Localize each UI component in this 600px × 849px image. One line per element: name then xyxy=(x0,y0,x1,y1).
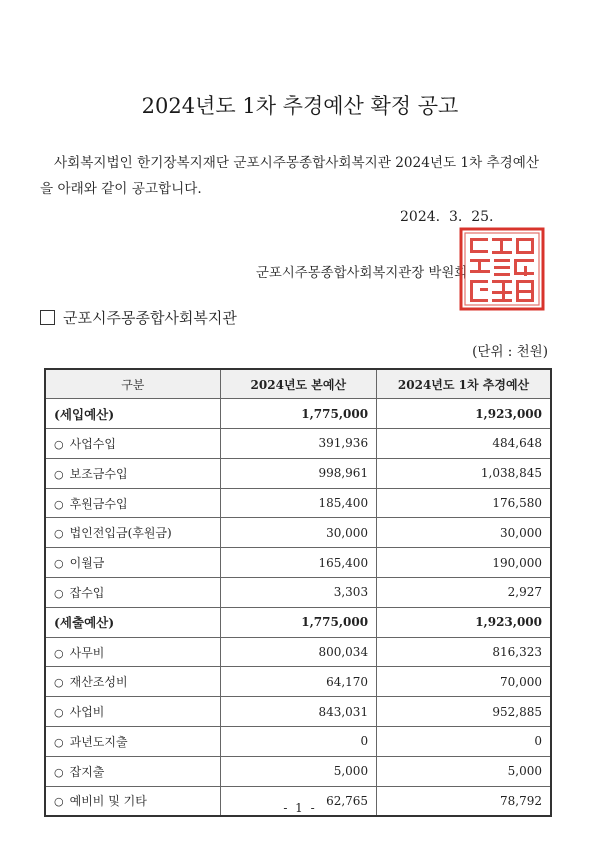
table-row xyxy=(45,458,551,488)
row-label: 예비비 및 기타 xyxy=(69,794,147,809)
circle-bullet-icon: ○ xyxy=(54,765,64,779)
circle-bullet-icon: ○ xyxy=(54,676,64,690)
header-revised-budget: 2024년도 1차 추경예산 xyxy=(377,369,551,399)
row-revised-budget: 190,000 xyxy=(377,548,551,578)
row-label: 사무비 xyxy=(69,645,105,660)
table-row xyxy=(45,756,551,786)
table-row xyxy=(45,429,551,459)
row-revised-budget: 176,580 xyxy=(377,488,551,518)
row-base-budget: 165,400 xyxy=(220,548,377,578)
document-title: 2024년도 1차 추경예산 확정 공고 xyxy=(141,94,459,118)
table-row xyxy=(45,607,551,637)
circle-bullet-icon: ○ xyxy=(54,437,64,451)
row-base-budget: 5,000 xyxy=(220,756,377,786)
row-label: (세출예산) xyxy=(54,615,115,631)
row-base-budget: 843,031 xyxy=(220,697,377,727)
circle-bullet-icon: ○ xyxy=(54,646,64,660)
row-label: 법인전입금(후원금) xyxy=(69,526,172,541)
row-label: 과년도지출 xyxy=(69,734,128,749)
table-row xyxy=(45,548,551,578)
section-heading xyxy=(40,307,237,328)
row-label: 재산조성비 xyxy=(69,675,128,690)
signer-name: 군포시주몽종합사회복지관장 박원희 xyxy=(256,266,468,281)
row-base-budget: 30,000 xyxy=(220,518,377,548)
row-category xyxy=(45,518,220,548)
row-revised-budget: 816,323 xyxy=(377,637,551,667)
table-header-row xyxy=(45,369,551,399)
circle-bullet-icon: ○ xyxy=(54,735,64,749)
row-label: 사업비 xyxy=(69,705,105,720)
circle-bullet-icon: ○ xyxy=(54,706,64,720)
circle-bullet-icon: ○ xyxy=(54,557,64,571)
row-revised-budget: 5,000 xyxy=(377,756,551,786)
checkbox-square-icon xyxy=(40,310,55,325)
row-revised-budget: 78,792 xyxy=(377,786,551,816)
row-category xyxy=(45,667,220,697)
header-base-budget: 2024년도 본예산 xyxy=(220,369,377,399)
table-row xyxy=(45,578,551,608)
row-base-budget: 185,400 xyxy=(220,488,377,518)
circle-bullet-icon: ○ xyxy=(54,527,64,541)
row-label: 후원금수입 xyxy=(69,496,128,511)
row-base-budget: 3,303 xyxy=(220,578,377,608)
row-label: 잡수입 xyxy=(69,585,105,600)
row-revised-budget: 30,000 xyxy=(377,518,551,548)
row-revised-budget: 952,885 xyxy=(377,697,551,727)
row-label: 보조금수입 xyxy=(69,466,128,481)
row-revised-budget: 1,923,000 xyxy=(377,399,551,429)
row-base-budget: 64,170 xyxy=(220,667,377,697)
row-revised-budget: 484,648 xyxy=(377,429,551,459)
page-number: - 1 - xyxy=(283,801,317,815)
row-category xyxy=(45,697,220,727)
table-row xyxy=(45,637,551,667)
circle-bullet-icon: ○ xyxy=(54,467,64,481)
unit-label: (단위 : 천원) xyxy=(472,344,548,360)
row-category xyxy=(45,607,220,637)
row-label: 잡지출 xyxy=(69,764,105,779)
notice-line-2: 을 아래와 같이 공고합니다. xyxy=(40,181,202,197)
section-title: 군포시주몽종합사회복지관 xyxy=(63,309,237,327)
row-base-budget: 62,765 xyxy=(220,786,377,816)
row-category xyxy=(45,458,220,488)
row-base-budget: 800,034 xyxy=(220,637,377,667)
row-revised-budget: 70,000 xyxy=(377,667,551,697)
official-seal-stamp xyxy=(458,226,546,312)
notice-line-1: 사회복지법인 한기장복지재단 군포시주몽종합사회복지관 2024년도 1차 추경예산 xyxy=(54,155,540,171)
circle-bullet-icon: ○ xyxy=(54,795,64,809)
row-category xyxy=(45,488,220,518)
row-base-budget: 998,961 xyxy=(220,458,377,488)
table-row xyxy=(45,488,551,518)
table-row xyxy=(45,518,551,548)
circle-bullet-icon: ○ xyxy=(54,497,64,511)
table-row xyxy=(45,667,551,697)
table-body xyxy=(45,399,551,816)
row-label: 이월금 xyxy=(69,556,105,571)
row-category xyxy=(45,429,220,459)
row-base-budget: 1,775,000 xyxy=(220,399,377,429)
row-label: 사업수입 xyxy=(69,436,116,451)
table-row xyxy=(45,399,551,429)
row-base-budget: 0 xyxy=(220,727,377,757)
budget-table xyxy=(44,368,552,817)
row-category xyxy=(45,756,220,786)
row-category xyxy=(45,399,220,429)
row-base-budget: 391,936 xyxy=(220,429,377,459)
header-category: 구분 xyxy=(45,369,220,399)
table-row xyxy=(45,697,551,727)
row-category xyxy=(45,637,220,667)
circle-bullet-icon: ○ xyxy=(54,586,64,600)
row-base-budget: 1,775,000 xyxy=(220,607,377,637)
row-revised-budget: 2,927 xyxy=(377,578,551,608)
row-category xyxy=(45,727,220,757)
row-category xyxy=(45,548,220,578)
notice-date: 2024. 3. 25. xyxy=(400,209,494,225)
row-revised-budget: 0 xyxy=(377,727,551,757)
row-category xyxy=(45,578,220,608)
row-label: (세입예산) xyxy=(54,406,115,422)
table-row xyxy=(45,727,551,757)
row-revised-budget: 1,923,000 xyxy=(377,607,551,637)
row-revised-budget: 1,038,845 xyxy=(377,458,551,488)
notice-paragraph xyxy=(40,150,570,202)
